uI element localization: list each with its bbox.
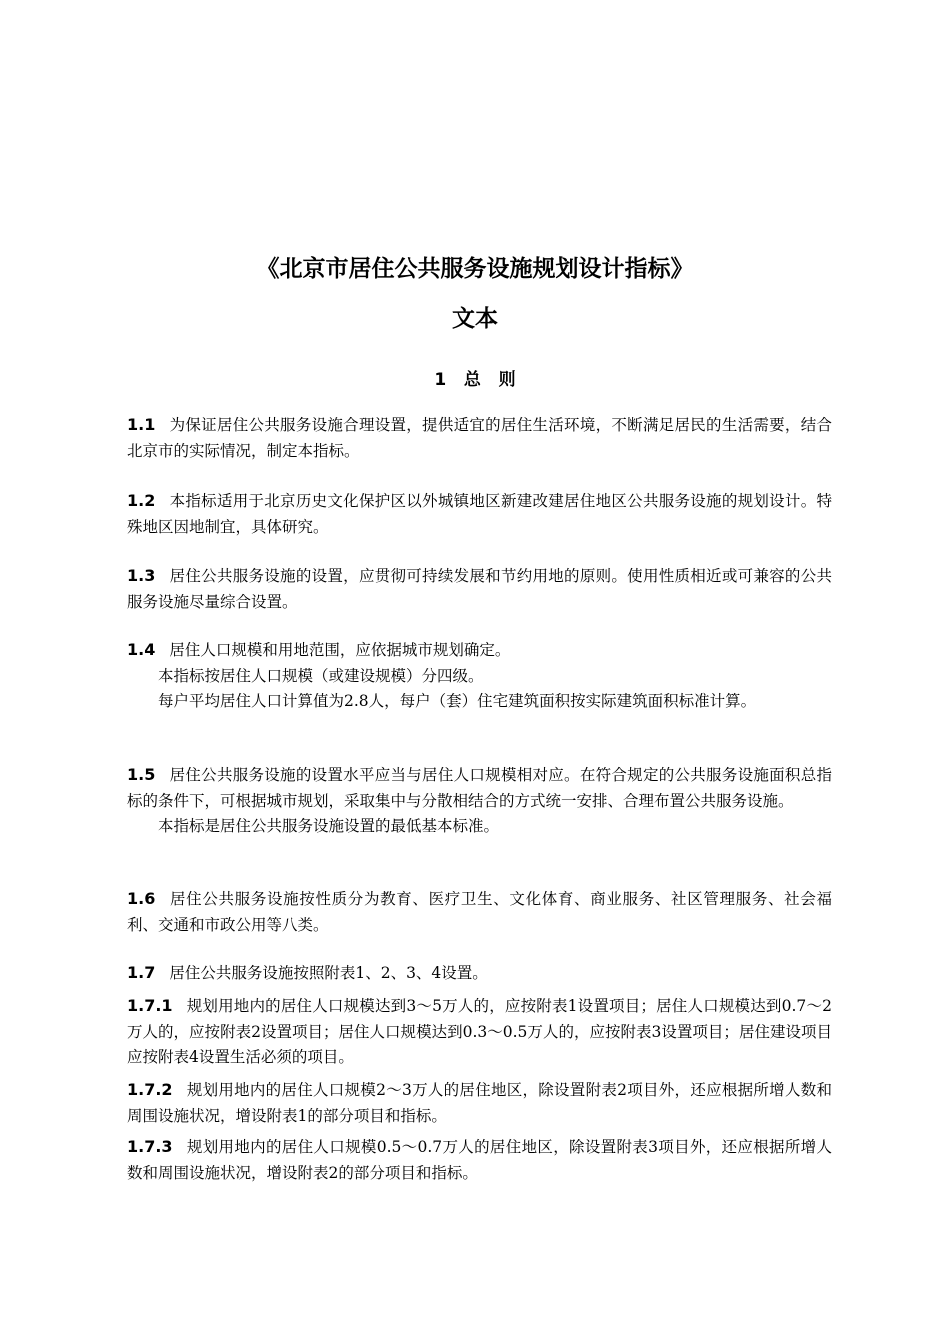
- clause-text: 规划用地内的居住人口规模0.5～0.7万人的居住地区，除设置附表3项目外，还应根据所增人数和周围设施状况，增设附表2的部分项目和指标。: [127, 1138, 832, 1182]
- clause-paragraph: 本指标是居住公共服务设施设置的最低基本标准。: [158, 817, 500, 835]
- clause-number: 1.5: [127, 765, 156, 784]
- clause-1-1: [127, 412, 832, 464]
- clause-paragraph: [127, 762, 832, 814]
- clause-number: 1.3: [127, 566, 156, 585]
- clause-paragraph: [127, 993, 832, 1071]
- clause-paragraph: [127, 637, 832, 664]
- clause-number: 1.2: [127, 491, 156, 510]
- clause-text: 居住公共服务设施的设置，应贯彻可持续发展和节约用地的原则。使用性质相近或可兼容的公共服务设施尽量综合设置。: [127, 567, 832, 611]
- clause-number: 1.7.1: [127, 996, 173, 1015]
- clause-paragraph: [127, 960, 832, 987]
- clause-number: 1.7: [127, 963, 156, 982]
- clause-1-4: [127, 637, 832, 715]
- clause-paragraph: [127, 488, 832, 540]
- document-subtitle: 文本: [452, 306, 498, 332]
- clause-paragraph: 每户平均居住人口计算值为2.8人，每户（套）住宅建筑面积按实际建筑面积标准计算。: [158, 692, 757, 710]
- clause-1-5: [127, 762, 832, 840]
- clause-1-7-1: [127, 993, 832, 1071]
- clause-paragraph: [127, 1077, 832, 1129]
- clause-text: 为保证居住公共服务设施合理设置，提供适宜的居住生活环境，不断满足居民的生活需要，结合北京市的实际情况，制定本指标。: [127, 416, 832, 460]
- clause-paragraph: [127, 412, 832, 464]
- clause-1-7: [127, 960, 832, 987]
- clause-text: 居住公共服务设施的设置水平应当与居住人口规模相对应。在符合规定的公共服务设施面积总指标的条件下，可根据城市规划，采取集中与分散相结合的方式统一安排、合理布置公共服务设施。: [127, 766, 832, 810]
- clause-text: 本指标适用于北京历史文化保护区以外城镇地区新建改建居住地区公共服务设施的规划设计。特殊地区因地制宜，具体研究。: [127, 492, 832, 536]
- clause-text: 规划用地内的居住人口规模达到3～5万人的，应按附表1设置项目；居住人口规模达到0.7～2万人的，应按附表2设置项目；居住人口规模达到0.3～0.5万人的，应按附表3设置项目；居住建设项目应按附表4设置生活必须的项目。: [127, 997, 832, 1066]
- clause-number: 1.6: [127, 889, 156, 908]
- clause-text: 居住公共服务设施按照附表1、2、3、4设置。: [169, 964, 488, 982]
- clause-text: 居住公共服务设施按性质分为教育、医疗卫生、文化体育、商业服务、社区管理服务、社会福利、交通和市政公用等八类。: [127, 890, 832, 934]
- section-heading: 1 总 则: [434, 370, 516, 390]
- clause-paragraph: [127, 1134, 832, 1186]
- clause-1-3: [127, 563, 832, 615]
- document-title: 《北京市居住公共服务设施规划设计指标》: [256, 256, 694, 282]
- clause-text: 规划用地内的居住人口规模2～3万人的居住地区，除设置附表2项目外，还应根据所增人数和周围设施状况，增设附表1的部分项目和指标。: [127, 1081, 832, 1125]
- clause-paragraph: [127, 886, 832, 938]
- clause-1-2: [127, 488, 832, 540]
- clause-text: 居住人口规模和用地范围，应依据城市规划确定。: [169, 641, 511, 659]
- clause-1-6: [127, 886, 832, 938]
- clause-number: 1.4: [127, 640, 156, 659]
- clause-number: 1.1: [127, 415, 156, 434]
- clause-1-7-3: [127, 1134, 832, 1186]
- clause-paragraph: [127, 563, 832, 615]
- clause-paragraph: 本指标按居住人口规模（或建设规模）分四级。: [158, 666, 484, 685]
- clause-number: 1.7.2: [127, 1080, 173, 1099]
- clause-number: 1.7.3: [127, 1137, 173, 1156]
- clause-1-7-2: [127, 1077, 832, 1129]
